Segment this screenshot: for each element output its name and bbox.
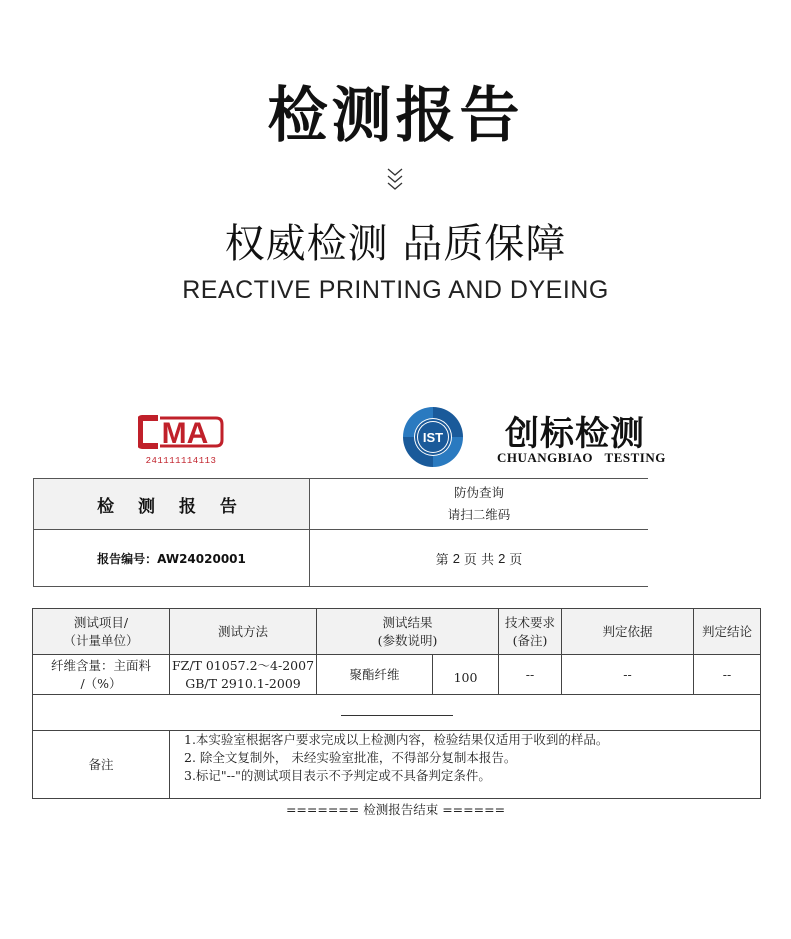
page-suffix: 页 [509, 552, 523, 568]
header-method: 测试方法 [169, 608, 317, 655]
row-item-line2: /（%） [80, 675, 122, 691]
row-basis: -- [561, 654, 694, 695]
header-requirement-line2: (备注) [512, 632, 548, 648]
row-method-line2: GB/T 2910.1-2009 [185, 675, 301, 691]
report-number: 报告编号：AW24020001 [33, 529, 310, 587]
page-current: 2 [452, 550, 460, 566]
page-mid: 页 共 [463, 552, 495, 568]
ist-logo [400, 404, 466, 470]
note-1: 1.本实验室根据客户要求完成以上检测内容，检验结果仅适用于收到的样品。 [184, 732, 609, 747]
blank-row [32, 694, 761, 731]
note-2: 2. 除全文复制外， 未经实验室批准，不得部分复制本报告。 [184, 750, 517, 765]
header-conclusion: 判定结论 [693, 608, 761, 655]
ist-company-name: 创标检测 [505, 414, 645, 454]
row-item-line1: 纤维含量：主面料 [50, 657, 151, 673]
header-requirement-line1: 技术要求 [504, 614, 555, 630]
header-item-line2: （计量单位） [63, 632, 139, 648]
header-requirement [498, 608, 562, 655]
row-result-name: 聚酯纤维 [316, 654, 433, 695]
row-method-line1: FZ/T 01057.2～4-2007 [171, 657, 315, 673]
row-method [169, 654, 317, 695]
report-title: 检 测 报 告 [33, 478, 310, 530]
header-item-line1: 测试项目/ [73, 614, 129, 630]
separator-line [341, 715, 453, 716]
header-result-line2: (参数说明) [377, 632, 438, 648]
anti-fake-cell [309, 478, 648, 530]
page-title: 检测报告 [267, 81, 524, 151]
header-basis: 判定依据 [561, 608, 694, 655]
page-indicator [309, 529, 648, 587]
cma-code: 241111114113 [145, 456, 217, 466]
ist-text: IST [422, 430, 444, 445]
results-table [32, 608, 761, 799]
notes-content [169, 730, 761, 799]
row-result-value: 100 [432, 654, 499, 695]
report-header-table [33, 478, 648, 587]
row-requirement: -- [498, 654, 562, 695]
page-total: 2 [498, 550, 506, 566]
header-item [32, 608, 170, 655]
english-subtitle: REACTIVE PRINTING AND DYEING [182, 276, 609, 304]
row-item [32, 654, 170, 695]
notes-label: 备注 [32, 730, 170, 799]
header-result [316, 608, 499, 655]
anti-fake-line1: 防伪查询 [453, 485, 504, 500]
cma-text: MA [161, 417, 209, 450]
header-result-line1: 测试结果 [382, 614, 433, 630]
report-end-text: ======= 检测报告结束 ====== [285, 802, 506, 817]
note-3: 3.标记"--"的测试项目表示不予判定或不具备判定条件。 [184, 768, 491, 783]
ist-english-name: CHUANGBIAO TESTING [497, 450, 666, 465]
double-chevron-down-icon [383, 166, 407, 192]
row-conclusion: -- [693, 654, 761, 695]
page-prefix: 第 [435, 552, 449, 568]
anti-fake-line2: 请扫二维码 [447, 507, 511, 522]
subtitle: 权威检测 品质保障 [224, 221, 567, 267]
